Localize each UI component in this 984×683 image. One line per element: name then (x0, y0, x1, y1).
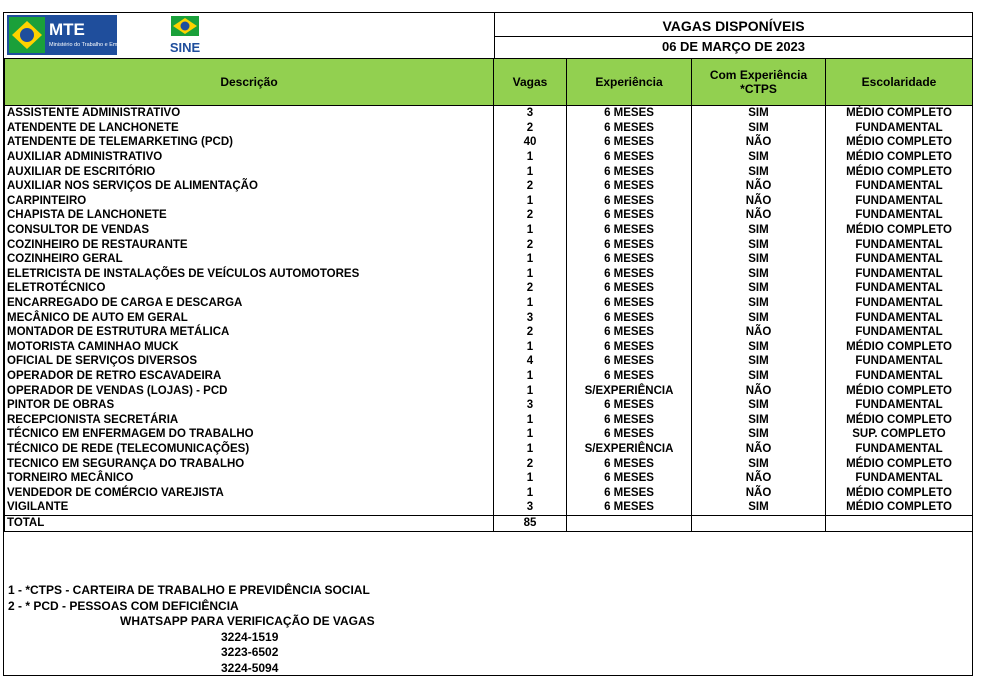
cell-escolaridade: FUNDAMENTAL (826, 398, 973, 413)
cell-descricao: COZINHEIRO GERAL (5, 252, 494, 267)
cell-vagas: 1 (494, 427, 567, 442)
cell-ctps: SIM (692, 281, 826, 296)
cell-vagas: 2 (494, 208, 567, 223)
cell-descricao: COZINHEIRO DE RESTAURANTE (5, 237, 494, 252)
table-row (5, 310, 973, 325)
cell-experiencia: 6 MESES (567, 340, 692, 355)
cell-experiencia: S/EXPERIÊNCIA (567, 442, 692, 457)
cell-descricao: CARPINTEIRO (5, 194, 494, 209)
table-row (5, 296, 973, 311)
cell-experiencia: 6 MESES (567, 325, 692, 340)
table-header-row (5, 59, 973, 106)
cell-descricao: MONTADOR DE ESTRUTURA METÁLICA (5, 325, 494, 340)
cell-ctps: SIM (692, 340, 826, 355)
sine-logo (160, 14, 210, 58)
cell-descricao: OPERADOR DE RETRO ESCAVADEIRA (5, 369, 494, 384)
cell-descricao: AUXILIAR DE ESCRITÓRIO (5, 164, 494, 179)
cell-ctps: SIM (692, 456, 826, 471)
cell-ctps: NÃO (692, 325, 826, 340)
table-row (5, 106, 973, 121)
cell-descricao: ASSISTENTE ADMINISTRATIVO (5, 106, 494, 121)
header-experiencia: Experiência (567, 59, 692, 106)
table-row (5, 340, 973, 355)
table-row (5, 369, 973, 384)
table-row (5, 223, 973, 238)
cell-ctps: NÃO (692, 135, 826, 150)
table-row (5, 281, 973, 296)
cell-ctps: SIM (692, 412, 826, 427)
total-empty-cell (692, 515, 826, 531)
table-row (5, 121, 973, 136)
cell-experiencia: 6 MESES (567, 398, 692, 413)
cell-escolaridade: MÉDIO COMPLETO (826, 150, 973, 165)
cell-descricao: MECÂNICO DE AUTO EM GERAL (5, 310, 494, 325)
table-row (5, 267, 973, 282)
cell-escolaridade: FUNDAMENTAL (826, 442, 973, 457)
cell-ctps: SIM (692, 500, 826, 515)
cell-escolaridade: FUNDAMENTAL (826, 267, 973, 282)
vacancy-table (4, 58, 973, 532)
cell-descricao: PINTOR DE OBRAS (5, 398, 494, 413)
cell-experiencia: 6 MESES (567, 369, 692, 384)
cell-escolaridade: FUNDAMENTAL (826, 179, 973, 194)
cell-ctps: NÃO (692, 194, 826, 209)
cell-escolaridade: FUNDAMENTAL (826, 281, 973, 296)
title-box (494, 13, 972, 58)
header-ctps: Com Experiência *CTPS (692, 59, 826, 106)
cell-ctps: NÃO (692, 485, 826, 500)
cell-escolaridade: MÉDIO COMPLETO (826, 223, 973, 238)
cell-vagas: 2 (494, 456, 567, 471)
cell-experiencia: 6 MESES (567, 296, 692, 311)
cell-experiencia: 6 MESES (567, 281, 692, 296)
cell-escolaridade: FUNDAMENTAL (826, 237, 973, 252)
cell-vagas: 2 (494, 237, 567, 252)
cell-experiencia: 6 MESES (567, 194, 692, 209)
table-row (5, 442, 973, 457)
cell-escolaridade: MÉDIO COMPLETO (826, 412, 973, 427)
cell-descricao: OFICIAL DE SERVIÇOS DIVERSOS (5, 354, 494, 369)
cell-descricao: AUXILIAR ADMINISTRATIVO (5, 150, 494, 165)
cell-escolaridade: FUNDAMENTAL (826, 208, 973, 223)
cell-escolaridade: MÉDIO COMPLETO (826, 106, 973, 121)
cell-vagas: 4 (494, 354, 567, 369)
cell-experiencia: 6 MESES (567, 223, 692, 238)
cell-vagas: 3 (494, 398, 567, 413)
cell-vagas: 1 (494, 164, 567, 179)
table-row (5, 150, 973, 165)
cell-ctps: NÃO (692, 179, 826, 194)
cell-escolaridade: FUNDAMENTAL (826, 310, 973, 325)
mte-logo-text: MTE (49, 20, 85, 39)
cell-escolaridade: FUNDAMENTAL (826, 194, 973, 209)
cell-vagas: 1 (494, 412, 567, 427)
cell-escolaridade: FUNDAMENTAL (826, 369, 973, 384)
total-row (5, 515, 973, 531)
cell-experiencia: 6 MESES (567, 106, 692, 121)
cell-experiencia: 6 MESES (567, 471, 692, 486)
cell-vagas: 1 (494, 150, 567, 165)
table-row (5, 164, 973, 179)
note-pcd: 2 - * PCD - PESSOAS COM DEFICIÊNCIA (8, 598, 239, 613)
cell-ctps: SIM (692, 237, 826, 252)
cell-experiencia: 6 MESES (567, 427, 692, 442)
cell-vagas: 2 (494, 121, 567, 136)
cell-ctps: SIM (692, 223, 826, 238)
cell-vagas: 2 (494, 325, 567, 340)
header-vagas: Vagas (494, 59, 567, 106)
cell-ctps: SIM (692, 369, 826, 384)
cell-vagas: 1 (494, 383, 567, 398)
whatsapp-label: WHATSAPP PARA VERIFICAÇÃO DE VAGAS (120, 614, 375, 628)
cell-experiencia: 6 MESES (567, 252, 692, 267)
cell-descricao: TORNEIRO MECÂNICO (5, 471, 494, 486)
cell-ctps: SIM (692, 106, 826, 121)
cell-vagas: 1 (494, 267, 567, 282)
cell-vagas: 3 (494, 106, 567, 121)
cell-ctps: NÃO (692, 442, 826, 457)
cell-ctps: SIM (692, 354, 826, 369)
cell-experiencia: S/EXPERIÊNCIA (567, 383, 692, 398)
cell-escolaridade: MÉDIO COMPLETO (826, 340, 973, 355)
cell-escolaridade: FUNDAMENTAL (826, 354, 973, 369)
cell-vagas: 1 (494, 194, 567, 209)
table-row (5, 398, 973, 413)
cell-descricao: ATENDENTE DE LANCHONETE (5, 121, 494, 136)
cell-ctps: SIM (692, 150, 826, 165)
table-row (5, 208, 973, 223)
cell-vagas: 40 (494, 135, 567, 150)
cell-vagas: 1 (494, 485, 567, 500)
cell-descricao: RECEPCIONISTA SECRETÁRIA (5, 412, 494, 427)
cell-ctps: NÃO (692, 471, 826, 486)
total-label: TOTAL (5, 515, 494, 531)
total-empty-cell (567, 515, 692, 531)
total-value: 85 (494, 515, 567, 531)
table-row (5, 252, 973, 267)
cell-vagas: 1 (494, 442, 567, 457)
cell-vagas: 1 (494, 296, 567, 311)
cell-experiencia: 6 MESES (567, 135, 692, 150)
mte-logo-subtext: Ministério do Trabalho e Emprego (49, 42, 132, 48)
cell-descricao: CONSULTOR DE VENDAS (5, 223, 494, 238)
cell-experiencia: 6 MESES (567, 485, 692, 500)
cell-descricao: ATENDENTE DE TELEMARKETING (PCD) (5, 135, 494, 150)
cell-descricao: TÉCNICO DE REDE (TELECOMUNICAÇÕES) (5, 442, 494, 457)
header-descricao: Descrição (5, 59, 494, 106)
cell-ctps: SIM (692, 252, 826, 267)
table-row (5, 412, 973, 427)
cell-descricao: ELETRICISTA DE INSTALAÇÕES DE VEÍCULOS AUTOMOTORES (5, 267, 494, 282)
total-empty-cell (826, 515, 973, 531)
table-row (5, 471, 973, 486)
table-row (5, 500, 973, 515)
cell-vagas: 2 (494, 179, 567, 194)
cell-ctps: SIM (692, 296, 826, 311)
vacancy-sheet (3, 12, 973, 676)
table-row (5, 179, 973, 194)
cell-vagas: 1 (494, 369, 567, 384)
cell-experiencia: 6 MESES (567, 310, 692, 325)
cell-escolaridade: MÉDIO COMPLETO (826, 485, 973, 500)
cell-experiencia: 6 MESES (567, 237, 692, 252)
table-row (5, 427, 973, 442)
cell-escolaridade: FUNDAMENTAL (826, 296, 973, 311)
table-row (5, 383, 973, 398)
notes (8, 583, 375, 676)
cell-experiencia: 6 MESES (567, 500, 692, 515)
cell-vagas: 3 (494, 310, 567, 325)
cell-escolaridade: SUP. COMPLETO (826, 427, 973, 442)
cell-vagas: 1 (494, 471, 567, 486)
cell-descricao: VIGILANTE (5, 500, 494, 515)
cell-escolaridade: MÉDIO COMPLETO (826, 135, 973, 150)
cell-descricao: TÉCNICO EM ENFERMAGEM DO TRABALHO (5, 427, 494, 442)
cell-ctps: SIM (692, 310, 826, 325)
cell-vagas: 1 (494, 252, 567, 267)
cell-escolaridade: MÉDIO COMPLETO (826, 383, 973, 398)
table-row (5, 135, 973, 150)
cell-vagas: 2 (494, 281, 567, 296)
cell-experiencia: 6 MESES (567, 267, 692, 282)
cell-experiencia: 6 MESES (567, 354, 692, 369)
cell-escolaridade: MÉDIO COMPLETO (826, 164, 973, 179)
cell-experiencia: 6 MESES (567, 121, 692, 136)
phone-number: 3223-6502 (221, 645, 279, 659)
cell-ctps: SIM (692, 398, 826, 413)
logos-area (4, 13, 494, 58)
cell-ctps: NÃO (692, 383, 826, 398)
cell-escolaridade: FUNDAMENTAL (826, 325, 973, 340)
cell-descricao: OPERADOR DE VENDAS (LOJAS) - PCD (5, 383, 494, 398)
cell-escolaridade: FUNDAMENTAL (826, 121, 973, 136)
cell-descricao: MOTORISTA CAMINHAO MUCK (5, 340, 494, 355)
table-row (5, 194, 973, 209)
cell-escolaridade: MÉDIO COMPLETO (826, 500, 973, 515)
table-row (5, 354, 973, 369)
cell-ctps: SIM (692, 121, 826, 136)
cell-vagas: 3 (494, 500, 567, 515)
cell-descricao: AUXILIAR NOS SERVIÇOS DE ALIMENTAÇÃO (5, 179, 494, 194)
cell-descricao: CHAPISTA DE LANCHONETE (5, 208, 494, 223)
cell-escolaridade: MÉDIO COMPLETO (826, 456, 973, 471)
cell-ctps: SIM (692, 164, 826, 179)
mte-logo (7, 15, 132, 55)
cell-experiencia: 6 MESES (567, 164, 692, 179)
cell-descricao: TECNICO EM SEGURANÇA DO TRABALHO (5, 456, 494, 471)
cell-experiencia: 6 MESES (567, 412, 692, 427)
table-row (5, 325, 973, 340)
page-title: VAGAS DISPONÍVEIS (495, 16, 972, 37)
cell-vagas: 1 (494, 223, 567, 238)
cell-descricao: ELETROTÉCNICO (5, 281, 494, 296)
cell-experiencia: 6 MESES (567, 208, 692, 223)
table-row (5, 237, 973, 252)
cell-escolaridade: FUNDAMENTAL (826, 471, 973, 486)
header-escolaridade: Escolaridade (826, 59, 973, 106)
table-body (5, 106, 973, 532)
cell-ctps: NÃO (692, 208, 826, 223)
page-date: 06 DE MARÇO DE 2023 (661, 39, 806, 54)
sine-logo-text: SINE (169, 40, 201, 55)
cell-ctps: SIM (692, 427, 826, 442)
note-ctps: 1 - *CTPS - CARTEIRA DE TRABALHO E PREVIDÊNCIA SOCIAL (8, 583, 370, 597)
cell-experiencia: 6 MESES (567, 456, 692, 471)
phone-number: 3224-5094 (221, 660, 279, 675)
cell-experiencia: 6 MESES (567, 150, 692, 165)
cell-ctps: SIM (692, 267, 826, 282)
phone-number: 3224-1519 (221, 629, 279, 644)
cell-vagas: 1 (494, 340, 567, 355)
cell-descricao: VENDEDOR DE COMÉRCIO VAREJISTA (5, 485, 494, 500)
cell-descricao: ENCARREGADO DE CARGA E DESCARGA (5, 296, 494, 311)
cell-experiencia: 6 MESES (567, 179, 692, 194)
cell-escolaridade: FUNDAMENTAL (826, 252, 973, 267)
table-row (5, 456, 973, 471)
table-row (5, 485, 973, 500)
